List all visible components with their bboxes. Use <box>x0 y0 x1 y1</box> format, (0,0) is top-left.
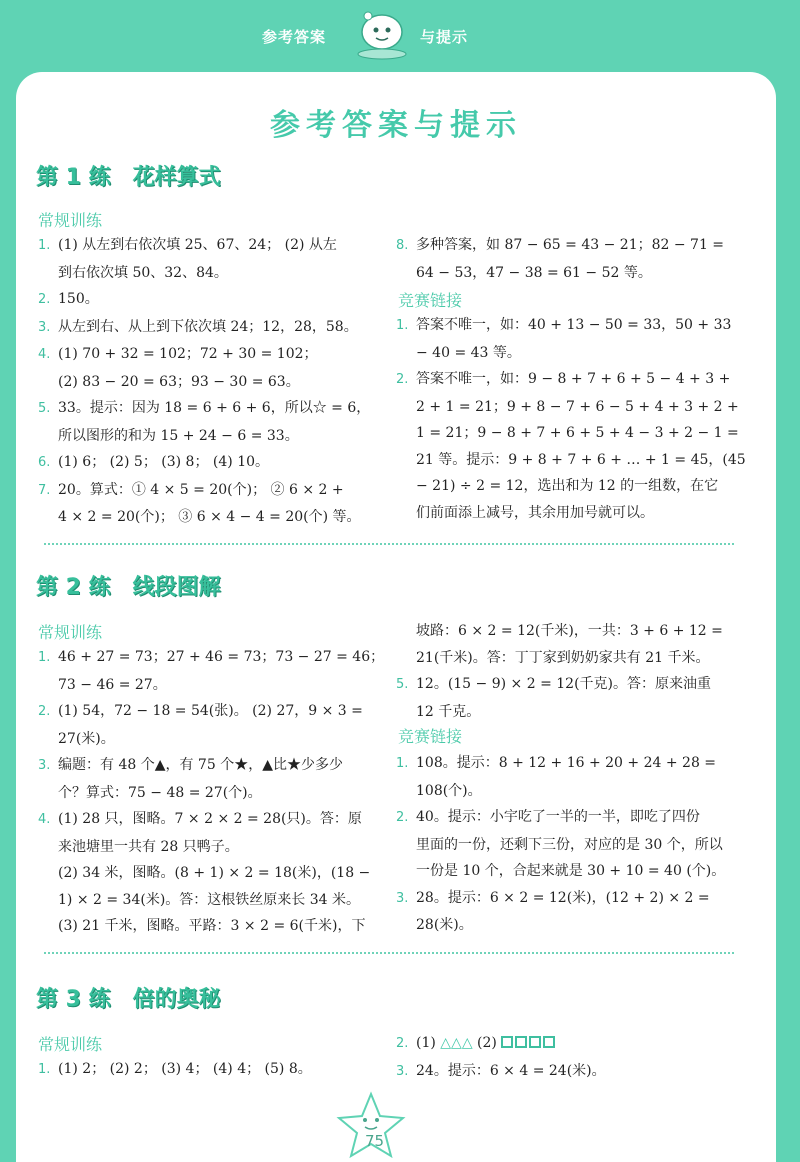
header-label-left: 参考答案 <box>262 28 327 46</box>
square-icon <box>501 1036 513 1048</box>
s3-subhead-regular: 常规训练 <box>38 1035 103 1054</box>
answer-text: (1) 70 + 32 = 102；72 + 30 = 102； <box>58 346 318 362</box>
answer-continuation: 64 − 53，47 − 38 = 61 − 52 等。 <box>416 264 652 281</box>
answer-number: 5. <box>396 677 409 692</box>
s3-item-3: 3. 24。提示：6 × 4 = 24(米)。 <box>396 1062 606 1079</box>
s2-subhead-regular: 常规训练 <box>38 623 103 642</box>
answer-number: 7. <box>38 482 51 498</box>
answer-number: 3. <box>396 890 409 906</box>
header-strip <box>0 0 800 78</box>
s1-right-top <box>396 232 756 286</box>
square-icon <box>543 1036 555 1048</box>
answer-number: 2. <box>396 810 409 825</box>
s2-right-top <box>396 618 756 725</box>
answer-number: 2. <box>38 704 51 719</box>
answer-continuation: 21 等。提示：9 + 8 + 7 + 6 + … + 1 = 45，(45 <box>416 451 746 468</box>
answer-item <box>38 286 398 314</box>
answer-item <box>38 698 398 726</box>
answer-item <box>396 671 756 699</box>
answer-text: 28。提示：6 × 2 = 12(米)，(12 + 2) × 2 = <box>416 889 710 906</box>
answer-text: 从左到右、从上到下依次填 24；12，28，58。 <box>58 318 358 335</box>
s3-item-2: 2. (1) △△△ (2) <box>396 1030 756 1058</box>
s2-right-bottom <box>396 750 756 939</box>
star-page-badge-icon <box>336 1090 406 1162</box>
answer-item <box>38 341 398 369</box>
answer-text: 20。算式：① 4 × 5 = 20(个)； ② 6 × 2 + <box>58 481 344 498</box>
s3-right-column <box>396 1030 756 1085</box>
answer-item <box>396 750 756 778</box>
answer-continuation: (3) 21 千米，图略。平路：3 × 2 = 6(千米)，下 <box>58 918 366 934</box>
page-title: 参考答案与提示 <box>270 108 522 143</box>
s1-subhead-regular: 常规训练 <box>38 211 103 230</box>
answer-continuation: 个？算式：75 − 48 = 27(个)。 <box>58 784 262 801</box>
answer-continuation: 108(个)。 <box>416 782 482 799</box>
answer-item <box>38 752 398 780</box>
s1-right-bottom <box>396 312 756 526</box>
answer-number: 2. <box>396 372 409 387</box>
answer-continuation: − 40 = 43 等。 <box>416 344 521 361</box>
answer-text: 40。提示：小宇吃了一半的一半，即吃了四份 <box>416 809 700 825</box>
answer-continuation: 到右依次填 50、32、84。 <box>58 264 228 281</box>
answer-continuation: 4 × 2 = 20(个)； ③ 6 × 4 − 4 = 20(个) 等。 <box>58 509 361 525</box>
answer-continuation: 12 千克。 <box>416 703 481 720</box>
answer-continuation: − 21) ÷ 2 = 12，选出和为 12 的一组数，在它 <box>416 478 719 494</box>
answer-item <box>396 885 756 913</box>
s1-subhead-contest: 竞赛链接 <box>398 291 463 310</box>
section-1-title: 花样算式 <box>132 165 221 190</box>
answer-number: 6. <box>38 455 51 470</box>
answer-continuation: 来池塘里一共有 28 只鸭子。 <box>58 838 239 855</box>
answer-text: 坡路：6 × 2 = 12(千米)，一共：3 + 6 + 12 = <box>416 623 723 639</box>
answer-text: 答案不唯一，如：40 + 13 − 50 = 33，50 + 33 <box>416 317 732 333</box>
answer-text: 150。 <box>58 291 99 307</box>
section-3-heading <box>36 982 221 1013</box>
answer-number: 1. <box>38 650 51 665</box>
answer-continuation: 28(米)。 <box>416 917 473 933</box>
s2-subhead-contest: 竞赛链接 <box>398 727 463 746</box>
answer-continuation: 27(米)。 <box>58 730 115 747</box>
answer-number: 2. <box>38 292 51 307</box>
answer-text: 多种答案，如 87 − 65 = 43 − 21；82 − 71 = <box>416 237 725 253</box>
square-icon <box>515 1036 527 1048</box>
answer-text: 12。(15 − 9) × 2 = 12(千克)。答：原来油重 <box>416 676 711 692</box>
section-1-number: 第 1 练 <box>36 165 111 190</box>
answer-continuation: 所以图形的和为 15 + 24 − 6 = 33。 <box>58 427 299 444</box>
section-1-heading <box>36 160 221 191</box>
section-3-title: 倍的奥秘 <box>132 987 221 1012</box>
s3-item-1: 1. (1) 2； (2) 2； (3) 4； (4) 4； (5) 8。 <box>38 1061 312 1077</box>
answer-item <box>396 618 756 645</box>
divider-2 <box>44 952 734 954</box>
answer-item <box>38 477 398 505</box>
answer-text: 46 + 27 = 73；27 + 46 = 73；73 − 27 = 46； <box>58 649 385 665</box>
answer-number: 1. <box>396 318 409 333</box>
answer-continuation: 一份是 10 个，合起来就是 30 + 10 = 40 (个)。 <box>416 863 726 879</box>
answer-number: 4. <box>38 812 51 827</box>
answer-continuation: 们前面添上减号，其余用加号就可以。 <box>416 504 654 521</box>
answer-number: 8. <box>396 238 409 253</box>
answer-item <box>396 366 756 394</box>
squares-icon <box>501 1035 557 1051</box>
answer-item <box>38 395 398 423</box>
answer-item <box>38 644 398 672</box>
answer-continuation: 1 = 21；9 − 8 + 7 + 6 + 5 + 4 − 3 + 2 − 1 = <box>416 425 739 441</box>
s3-left-column <box>38 1056 398 1084</box>
answer-text: 编题：有 48 个▲，有 75 个★，▲比★少多少 <box>58 757 343 773</box>
answer-text: 33。提示：因为 18 = 6 + 6 + 6，所以☆ = 6， <box>58 400 371 416</box>
answer-item <box>396 312 756 340</box>
section-3-number: 第 3 练 <box>36 987 111 1012</box>
answer-continuation: 2 + 1 = 21；9 + 8 − 7 + 6 − 5 + 4 + 3 + 2 + <box>416 398 739 415</box>
triangles-icon: △△△ <box>440 1035 473 1051</box>
answer-item <box>396 804 756 832</box>
header-label-right: 与提示 <box>420 28 469 46</box>
answer-number: 4. <box>38 347 51 362</box>
mascot-icon <box>352 6 412 62</box>
answer-text: (1) 6； (2) 5； (3) 8； (4) 10。 <box>58 454 270 470</box>
divider-1 <box>44 543 734 545</box>
answer-continuation: (2) 34 米，图略。(8 + 1) × 2 = 18(米)，(18 − <box>58 865 371 881</box>
answer-continuation: 1) × 2 = 34(米)。答：这根铁丝原来长 34 米。 <box>58 891 360 908</box>
square-icon <box>529 1036 541 1048</box>
s2-left-column <box>38 644 398 940</box>
answer-item <box>396 232 756 260</box>
answer-text: (1) 54，72 − 18 = 54(张)。 (2) 27，9 × 3 = <box>58 703 363 719</box>
answer-number: 5. <box>38 401 51 416</box>
answer-text: 108。提示：8 + 12 + 16 + 20 + 24 + 28 = <box>416 755 717 771</box>
section-2-heading <box>36 570 221 601</box>
answer-text: (1) 从左到右依次填 25、67、24； (2) 从左 <box>58 237 337 253</box>
section-2-title: 线段图解 <box>132 575 221 600</box>
section-2-number: 第 2 练 <box>36 575 111 600</box>
answer-number: 1. <box>396 756 409 771</box>
page-sheet <box>16 72 776 1162</box>
answer-item <box>38 806 398 834</box>
answer-number: 3. <box>38 319 51 335</box>
answer-text: 答案不唯一，如：9 − 8 + 7 + 6 + 5 − 4 + 3 + <box>416 371 731 387</box>
s1-left-column <box>38 232 398 531</box>
answer-text: (1) 28 只，图略。7 × 2 × 2 = 28(只)。答：原 <box>58 811 362 827</box>
answer-continuation: 里面的一份，还剩下三份，对应的是 30 个，所以 <box>416 836 723 853</box>
answer-continuation: (2) 83 − 20 = 63；93 − 30 = 63。 <box>58 373 300 390</box>
answer-continuation: 73 − 46 = 27。 <box>58 676 167 693</box>
answer-number: 1. <box>38 238 51 253</box>
page-number: 75 <box>365 1132 385 1150</box>
answer-item <box>38 232 398 260</box>
answer-continuation: 21(千米)。答：丁丁家到奶奶家共有 21 千米。 <box>416 649 710 666</box>
answer-number: 3. <box>38 758 51 773</box>
answer-item <box>38 314 398 342</box>
answer-item <box>38 449 398 477</box>
